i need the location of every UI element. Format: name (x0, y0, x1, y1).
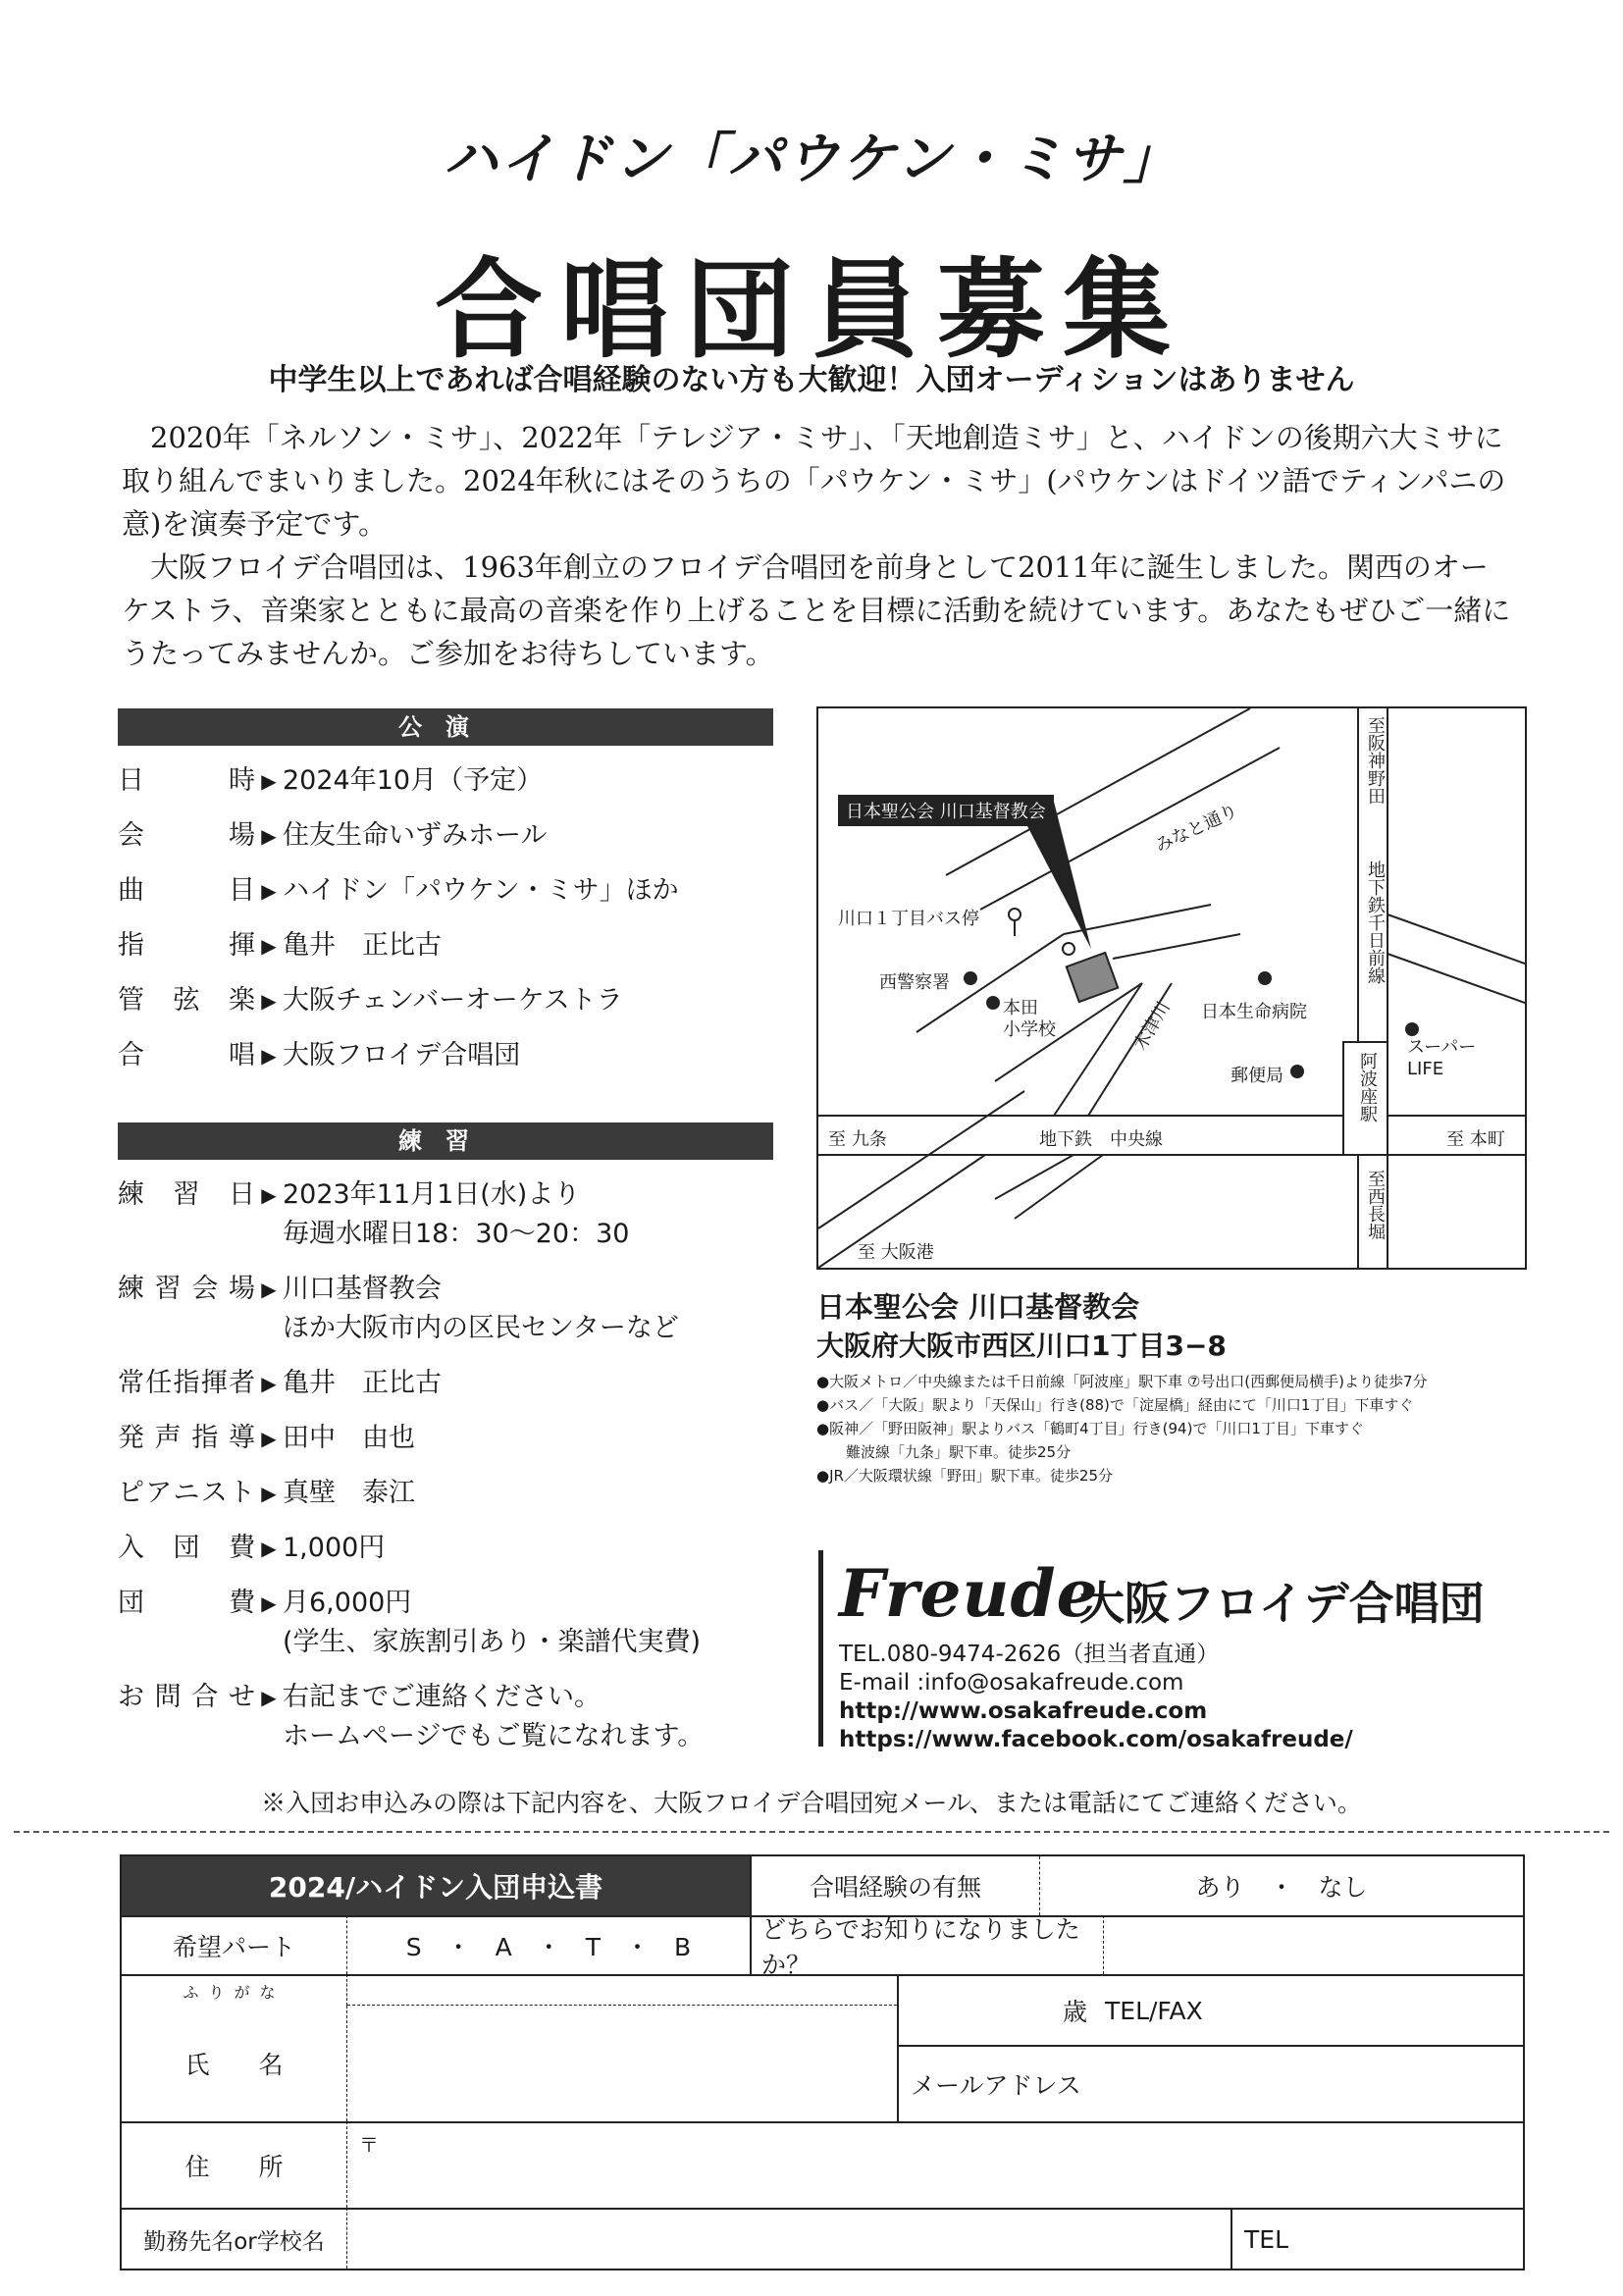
concert-row-label: 指 揮 (118, 930, 255, 961)
concert-row-label: 会 場 (118, 820, 255, 851)
access-line: ●バス／「大阪」駅より「天保山」行き(88)で「淀屋橋」経由にて「川口1丁目」下車すぐ (816, 1396, 1414, 1414)
access-line: ●阪神／「野田阪神」駅よりバス「鶴町4丁目」行き(94)で「川口1丁目」下車すぐ (816, 1420, 1364, 1437)
concert-row (118, 761, 543, 801)
access-line: 難波線「九条」駅下車。徒歩25分 (816, 1443, 1072, 1461)
tagline: 中学生以上であれば合唱経験のない方も大歓迎！入団オーディションはありません (268, 363, 1355, 397)
practice-row-value: 2023年11月1日(水)より 毎週水曜日18：30〜20：30 (283, 1179, 630, 1249)
part-options[interactable]: S ・ A ・ T ・ B (347, 1915, 750, 1974)
experience-label: 合唱経験の有無 (750, 1856, 1039, 1915)
access-map (816, 706, 1527, 1270)
concert-row-value: 2024年10月（予定） (283, 765, 544, 796)
practice-row-value: 右記までご連絡ください。 ホームページでもご覧になれます。 (283, 1682, 705, 1751)
map-awaza-station: 阿波座駅 (1357, 1052, 1378, 1122)
map-to-noda: 至阪神野田 (1365, 716, 1386, 805)
map-bus-stop: 川口１丁目バス停 (838, 909, 979, 929)
practice-heading: 練習 (118, 1122, 773, 1160)
arrow-icon: ▶ (261, 989, 277, 1013)
intro-paragraph-2: 大阪フロイデ合唱団は、1963年創立のフロイデ合唱団を前身として2011年に誕生しました。関西のオーケストラ、音楽家とともに最高の音楽を作り上げることを目標に活動を続けています。あなたもぜひご一緒にうたってみませんか。ご参加をお待ちしています。 (122, 550, 1511, 670)
source-label: どちらでお知りになりましたか？ (750, 1915, 1103, 1974)
website-link[interactable]: http://www.osakafreude.com (839, 1698, 1208, 1724)
map-sennichimae-line: 地下鉄千日前線 (1365, 861, 1386, 984)
form-title: 2024/ハイドン入団申込書 (122, 1856, 750, 1915)
map-super-life: スーパー LIFE (1407, 1037, 1477, 1079)
access-line: ●大阪メトロ／中央線または千日前線「阿波座」駅下車 ⑦号出口(西郵便局横手)より徒歩7分 (816, 1373, 1428, 1390)
concert-row-value: 大阪フロイデ合唱団 (283, 1040, 521, 1070)
work-input[interactable] (347, 2208, 1230, 2269)
map-church-callout: 日本聖公会 川口基督教会 (838, 795, 1054, 826)
map-kizugawa: 木津川 (1129, 998, 1175, 1055)
freude-logo: Freude (839, 1555, 1099, 1632)
access-line: ●JR／大阪環状線「野田」駅下車。徒歩25分 (816, 1467, 1114, 1485)
work-label: 勤務先名or学校名 (122, 2208, 347, 2269)
practice-row-label: 団 費 (118, 1588, 255, 1618)
name-input[interactable] (347, 2006, 897, 2121)
map-post-office: 郵便局 (1230, 1066, 1283, 1086)
map-to-honmachi: 至 本町 (1446, 1129, 1505, 1150)
concert-row (118, 926, 442, 965)
concert-row (118, 816, 547, 856)
name-label: 氏 名 (122, 2006, 347, 2121)
furigana-input[interactable] (347, 1974, 897, 2006)
practice-row-label: 練 習 会 場 (118, 1274, 255, 1304)
arrow-icon: ▶ (261, 1372, 277, 1395)
practice-row-value: 月6,000円 (学生、家族割引あり・楽譜代実費) (283, 1588, 702, 1657)
intro-paragraph-1: 2020年「ネルソン・ミサ」、2022年「テレジア・ミサ」、「天地創造ミサ」と、ハイドンの後期六大ミサに取り組んでまいりました。2024年秋にはそのうちの「パウケン・ミサ」(パウケンはドイツ語でティンパニの意)を演奏予定です。 (122, 421, 1506, 541)
church-name: 日本聖公会 川口基督教会 (816, 1290, 1140, 1324)
arrow-icon: ▶ (261, 934, 277, 958)
application-note: ※入団お申込みの際は下記内容を、大阪フロイデ合唱団宛メール、または電話にてご連絡ください。 (261, 1789, 1362, 1817)
telfax-label[interactable]: TEL/FAX (1093, 1974, 1523, 2045)
concert-row-value: 亀井 正比古 (283, 930, 442, 961)
subtitle: ハイドン「パウケン・ミサ」 (443, 127, 1180, 191)
map-to-osakako: 至 大阪港 (858, 1242, 934, 1263)
part-label: 希望パート (122, 1915, 347, 1974)
concert-row (118, 871, 679, 911)
practice-row-label: 常 任 指 揮 者 (118, 1368, 255, 1398)
access-directions (816, 1370, 1523, 1487)
map-to-kujo: 至 九条 (828, 1129, 887, 1150)
contact-email[interactable]: E-mail :info@osakafreude.com (839, 1670, 1184, 1696)
arrow-icon: ▶ (261, 1427, 277, 1450)
arrow-icon: ▶ (261, 879, 277, 903)
practice-row-label: 発 声 指 導 (118, 1423, 255, 1453)
church-address: 大阪府大阪市西区川口1丁目3−8 (816, 1330, 1227, 1362)
source-input[interactable] (1103, 1915, 1523, 1974)
age-label: 歳 (897, 1974, 1093, 2045)
concert-heading: 公演 (118, 708, 773, 746)
intro-text (122, 416, 1515, 675)
application-form (120, 1854, 1525, 2270)
arrow-icon: ▶ (261, 769, 277, 793)
arrow-icon: ▶ (261, 1044, 277, 1068)
practice-row-value: 真壁 泰江 (283, 1478, 415, 1508)
practice-row-label: ピ ア ニ ス ト (118, 1478, 255, 1508)
concert-row-label: 日 時 (118, 765, 255, 796)
arrow-icon: ▶ (261, 1278, 277, 1301)
concert-row-value: 大阪チェンバーオーケストラ (283, 985, 623, 1016)
contact-tel: TEL.080-9474-2626（担当者直通） (839, 1642, 1220, 1667)
practice-row (118, 1474, 415, 1513)
practice-row-value: 川口基督教会 ほか大阪市内の区民センターなど (283, 1274, 679, 1343)
arrow-icon: ▶ (261, 1537, 277, 1560)
map-chuo-line: 地下鉄 中央線 (1039, 1129, 1163, 1150)
practice-row-label: 練 習 日 (118, 1179, 255, 1210)
concert-row-value: ハイドン「パウケン・ミサ」ほか (283, 875, 679, 906)
arrow-icon: ▶ (261, 824, 277, 848)
arrow-icon: ▶ (261, 1592, 277, 1615)
practice-row (118, 1529, 385, 1568)
experience-options[interactable]: あり ・ なし (1039, 1856, 1523, 1915)
practice-row (118, 1364, 442, 1403)
practice-row (118, 1270, 679, 1348)
concert-row-label: 管 弦 楽 (118, 985, 255, 1016)
arrow-icon: ▶ (261, 1482, 277, 1505)
postal-mark[interactable]: 〒 (347, 2121, 1523, 2208)
concert-row (118, 1036, 520, 1075)
practice-row (118, 1175, 629, 1254)
furigana-label: ふりがな (122, 1974, 347, 2006)
page-title: 合唱団員募集 (435, 246, 1188, 373)
cut-line (14, 1831, 1609, 1833)
arrow-icon: ▶ (261, 1183, 277, 1207)
arrow-icon: ▶ (261, 1686, 277, 1709)
concert-row-label: 合 唱 (118, 1040, 255, 1070)
email-label[interactable]: メールアドレス (897, 2045, 1523, 2121)
work-tel-label[interactable]: TEL (1230, 2208, 1523, 2269)
practice-row (118, 1584, 701, 1662)
practice-row-value: 亀井 正比古 (283, 1368, 442, 1398)
map-minato-dori: みなと通り (1152, 800, 1241, 857)
practice-row (118, 1419, 415, 1458)
practice-row (118, 1678, 704, 1756)
practice-row-label: 入 団 費 (118, 1533, 255, 1563)
map-hospital: 日本生命病院 (1201, 1002, 1307, 1022)
concert-row (118, 981, 623, 1020)
address-label: 住 所 (122, 2121, 347, 2208)
map-police: 西警察署 (879, 972, 950, 993)
practice-row-value: 田中 由也 (283, 1423, 415, 1453)
facebook-link[interactable]: https://www.facebook.com/osakafreude/ (839, 1727, 1353, 1752)
practice-row-value: 1,000円 (283, 1533, 386, 1563)
concert-row-label: 曲 目 (118, 875, 255, 906)
contact-rule (818, 1550, 823, 1747)
map-to-nishinagahori: 至西長堀 (1365, 1170, 1386, 1240)
practice-row-label: お 問 合 せ (118, 1682, 255, 1712)
concert-row-value: 住友生命いずみホール (283, 820, 548, 851)
contact-info (839, 1641, 1353, 1754)
map-school: 本田 小学校 (1003, 998, 1056, 1040)
choir-name: 大阪フロイデ合唱団 (1079, 1577, 1485, 1630)
